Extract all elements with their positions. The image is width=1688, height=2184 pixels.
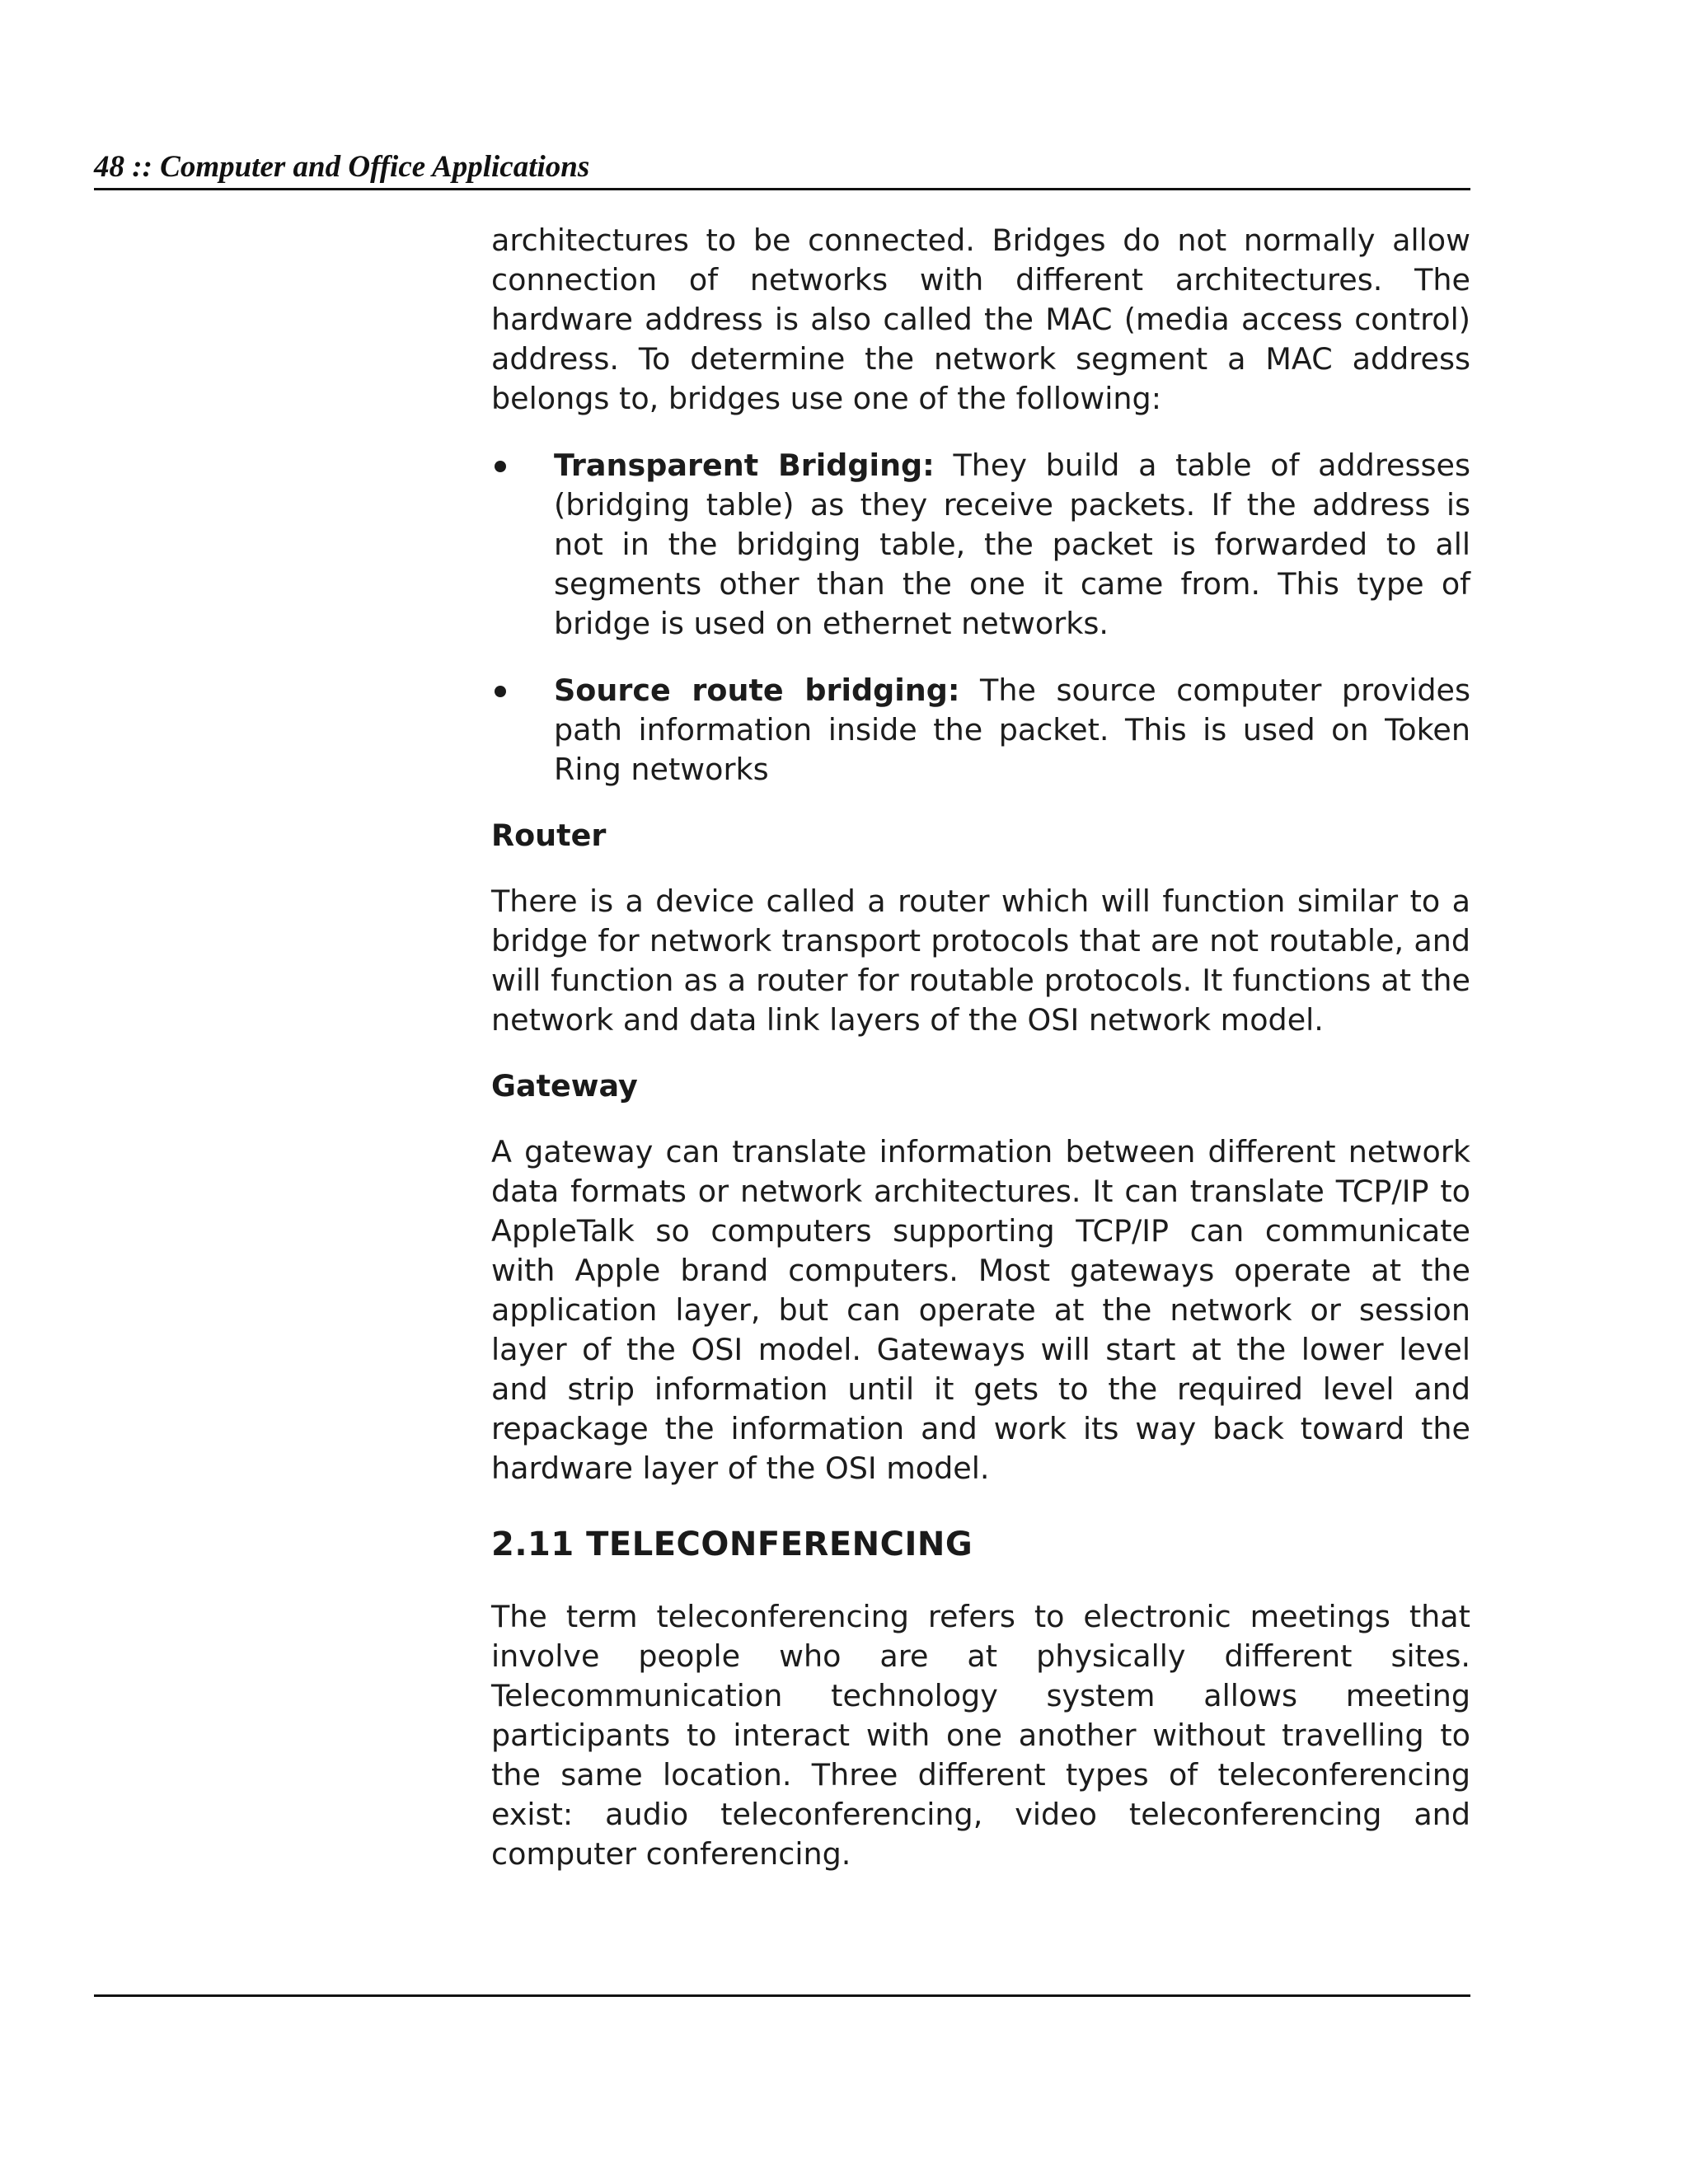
intro-paragraph: architectures to be connected. Bridges do not normally allow connection of networks with different architectures. The hardware address is also called the MAC (media access control) address. To determine the network segment a MAC address belongs to, bridges use one of the following: bbox=[491, 223, 1470, 416]
gateway-heading: Gateway bbox=[491, 1068, 638, 1104]
gateway-paragraph: A gateway can translate information between different network data formats or network architectures. It can translate TCP/IP to AppleTalk so computers supporting TCP/IP can communicate with Apple brand computers. Most gateways operate at the application layer, but can operate at the network or session layer of the OSI model. Gateways will start at the lower level and strip information until it gets to the required level and repackage the information and work its way back toward the hardware layer of the OSI model. bbox=[491, 1134, 1470, 1486]
list-item-text: They build a table of addresses (bridging table) as they receive packets. If the address is not in the bridging table, the packet is forwarded to all segments other than the one it came from. This type of bridge is used on ethernet networks. bbox=[554, 448, 1470, 641]
header-rule bbox=[94, 188, 1470, 190]
list-item-text: The source computer provides path information inside the packet. This is used on Token Ring networks bbox=[554, 673, 1470, 787]
router-heading: Router bbox=[491, 818, 607, 853]
bullet-icon bbox=[495, 461, 506, 472]
bullet-icon bbox=[495, 686, 506, 697]
footer-rule bbox=[94, 1994, 1470, 1997]
list-item-transparent-bridging bbox=[491, 446, 1470, 644]
bridging-list bbox=[491, 446, 1470, 790]
teleconferencing-paragraph: The term teleconferencing refers to electronic meetings that involve people who are at physically different sites. Telecommunication technology system allows meeting participants to interact with one another without travelling to the same location. Three different types of teleconferencing exist: audio teleconferencing, video teleconferencing and computer conferencing. bbox=[491, 1599, 1470, 1872]
list-item-term: Source route bridging: bbox=[554, 673, 960, 708]
section-heading-teleconferencing: 2.11 TELECONFERENCING bbox=[491, 1526, 973, 1563]
list-item-source-route-bridging bbox=[491, 671, 1470, 790]
router-paragraph: There is a device called a router which will function similar to a bridge for network transport protocols that are not routable, and will function as a router for routable protocols. It functions at the network and data link layers of the OSI network model. bbox=[491, 883, 1470, 1038]
list-item-term: Transparent Bridging: bbox=[554, 448, 935, 483]
page-body bbox=[491, 221, 1470, 1874]
running-head: 48 :: Computer and Office Applications bbox=[94, 150, 590, 184]
